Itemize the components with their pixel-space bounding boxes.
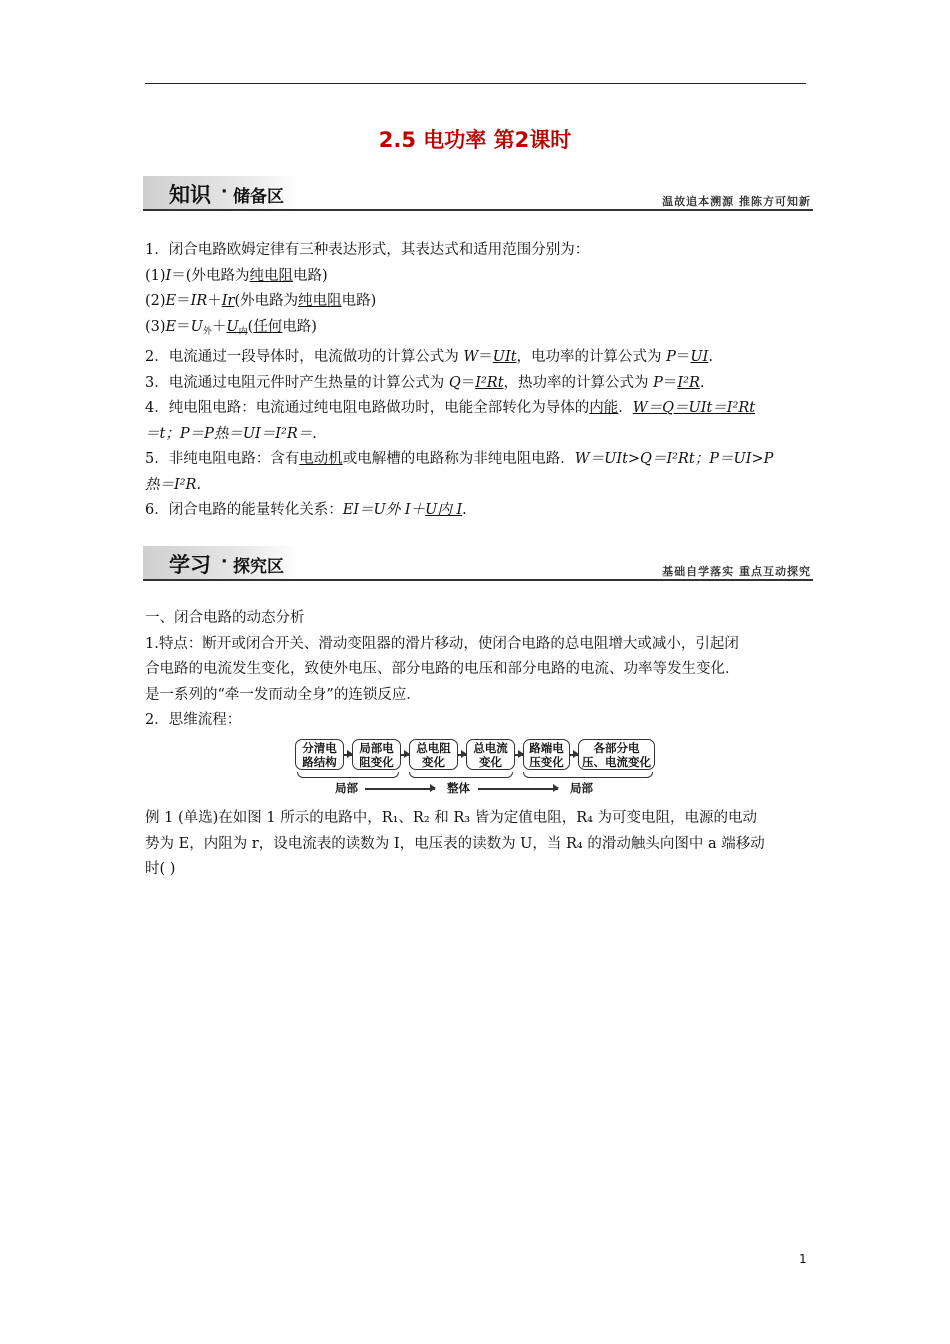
answer-blank: $U_内$ xyxy=(226,318,248,337)
answer-blank: 电动机 xyxy=(299,451,343,467)
example-line: 例 1 (单选)在如图 1 所示的电路中，R₁、R₂ 和 R₃ 皆为定值电阻，R₄ 为可变电阻，电源的电动 xyxy=(145,810,758,826)
knowledge-line-1: 1．闭合电路欧姆定律有三种表达形式，其表达式和适用范围分别为： xyxy=(145,242,590,258)
study-line: 合电路的电流发生变化，致使外电压、部分电路的电压和部分电路的电流、功率等发生变化． xyxy=(145,661,740,677)
answer-blank: 任何 xyxy=(253,318,283,335)
section-header-knowledge xyxy=(143,176,813,210)
study-heading: 一、闭合电路的动态分析 xyxy=(145,610,305,626)
flow-box: 局部电 阻变化 xyxy=(352,739,401,770)
arrow-right-icon xyxy=(515,754,523,756)
section-dot: · xyxy=(221,552,228,572)
knowledge-line-4b: ＝t；P＝P热＝UI＝I²R＝. xyxy=(145,425,317,442)
section-motto: 基础自学落实 重点互动探究 xyxy=(662,565,811,578)
section-subtitle: 储备区 xyxy=(233,187,284,207)
thinking-flow-diagram xyxy=(295,739,655,799)
flow-box: 总电流 变化 xyxy=(466,739,515,770)
formula-1: (1)I＝(外电路为纯电阻电路) xyxy=(145,267,328,284)
answer-blank: 内能 xyxy=(589,400,619,416)
knowledge-line-5b: 热＝I²R. xyxy=(145,476,202,493)
knowledge-line-6: 6．闭合电路的能量转化关系：EI＝U外 I＋U内 I. xyxy=(145,502,467,518)
answer-blank: 纯电阻 xyxy=(249,267,293,284)
flow-label: 局部 xyxy=(570,781,593,795)
answer-blank: I²Rt xyxy=(475,374,504,391)
knowledge-line-3: 3．电流通过电阻元件时产生热量的计算公式为 Q＝I²Rt，热功率的计算公式为 P＝I²R. xyxy=(145,374,705,391)
flow-box: 总电阻 变化 xyxy=(409,739,458,770)
example-1 xyxy=(145,806,813,883)
answer-blank: U内 I xyxy=(425,502,463,518)
section-motto: 温故追本溯源 推陈方可知新 xyxy=(662,195,811,208)
knowledge-content xyxy=(145,238,813,524)
arrow-right-icon xyxy=(401,754,409,756)
arrow-right-icon xyxy=(478,788,558,790)
section-dot: · xyxy=(221,182,228,202)
section-title: 学习 xyxy=(169,553,211,577)
formula-2: (2)E＝IR＋Ir(外电路为纯电阻电路) xyxy=(145,293,377,309)
arrow-right-icon xyxy=(458,754,466,756)
section-header-study xyxy=(143,546,813,580)
study-line: 1.特点：断开或闭合开关、滑动变阻器的滑片移动，使闭合电路的总电阻增大或减小，引起闭 xyxy=(145,635,739,652)
arrow-right-icon xyxy=(344,754,352,756)
flow-box: 分清电 路结构 xyxy=(295,739,344,770)
section-rule xyxy=(143,579,813,581)
page-title: 2.5 电功率 第2课时 xyxy=(378,128,572,152)
flow-box: 各部分电 压、电流变化 xyxy=(578,739,655,770)
header-rule xyxy=(145,83,806,84)
answer-blank: UI xyxy=(690,349,709,365)
answer-blank: W＝Q＝UIt＝I²Rt xyxy=(632,400,756,416)
knowledge-line-5: 5．非纯电阻电路：含有电动机或电解槽的电路称为非纯电阻电路．W＝UIt>Q＝I²Rt；P＝UI>P xyxy=(145,451,774,467)
page-number: 1 xyxy=(799,1252,807,1266)
answer-blank: UIt xyxy=(492,349,517,365)
flow-label: 整体 xyxy=(447,781,470,795)
arrow-right-icon xyxy=(570,754,578,756)
flow-brace xyxy=(523,772,653,778)
knowledge-line-2: 2．电流通过一段导体时，电流做功的计算公式为 W＝UIt，电功率的计算公式为 P＝UI. xyxy=(145,349,713,365)
arrow-right-icon xyxy=(365,788,435,790)
flow-label: 局部 xyxy=(335,781,358,795)
study-line: 2．思维流程： xyxy=(145,712,242,728)
section-rule xyxy=(143,209,813,211)
section-title: 知识 xyxy=(169,183,211,207)
flow-box: 路端电 压变化 xyxy=(523,739,570,770)
study-content xyxy=(145,606,813,734)
flow-brace xyxy=(297,772,399,778)
example-line: 势为 E，内阻为 r，设电流表的读数为 I，电压表的读数为 U，当 R₄ 的滑动触头向图中 a 端移动 xyxy=(145,835,765,852)
knowledge-line-4: 4．纯电阻电路：电流通过纯电阻电路做功时，电能全部转化为导体的内能．W＝Q＝UIt＝I²Rt xyxy=(145,400,756,416)
flow-brace xyxy=(409,772,513,778)
section-subtitle: 探究区 xyxy=(233,557,284,577)
example-line: 时( ) xyxy=(145,861,176,877)
formula-3: $(3)E=U_外+U_内$(任何电路) xyxy=(145,318,317,337)
study-line: 是一系列的“牵一发而动全身”的连锁反应． xyxy=(145,686,421,703)
answer-blank: I²R xyxy=(677,374,700,391)
answer-blank: Ir xyxy=(221,293,235,309)
answer-blank: 纯电阻 xyxy=(298,293,342,309)
